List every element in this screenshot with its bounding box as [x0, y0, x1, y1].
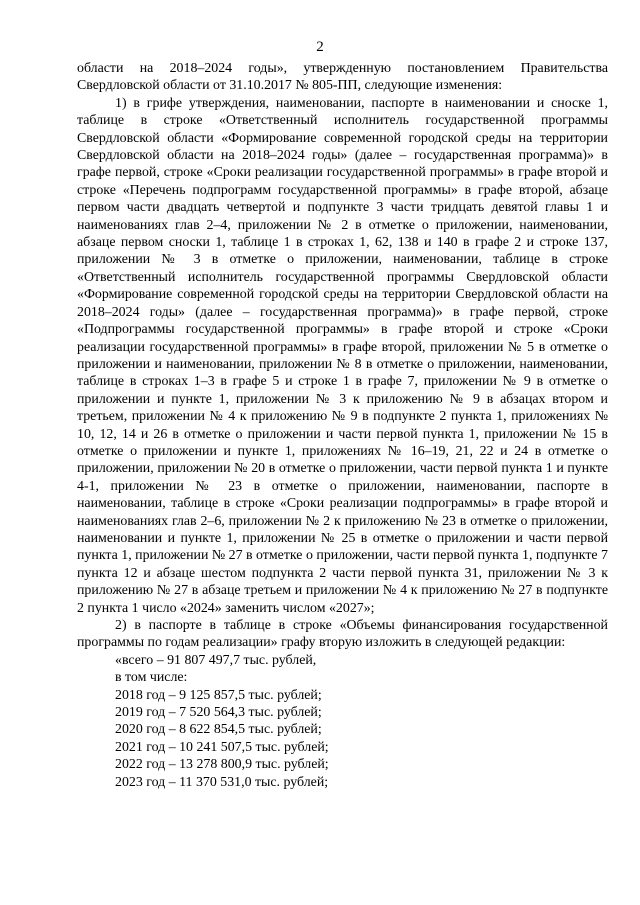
paragraph-continuation: области на 2018–2024 годы», утвержденную постановлением Правительства Свердловской области от 31.10.2017 № 805-ПП, следующие изменения: — [77, 61, 608, 94]
funding-year-line: 2020 год – 8 622 854,5 тыс. рублей; — [115, 722, 322, 738]
funding-year-line: 2022 год – 13 278 800,9 тыс. рублей; — [115, 757, 329, 773]
funding-list — [77, 652, 608, 791]
funding-year-line: 2019 год – 7 520 564,3 тыс. рублей; — [115, 705, 322, 721]
document-body — [77, 60, 608, 791]
funding-including-line: в том числе: — [115, 670, 188, 686]
funding-year-line: 2021 год – 10 241 507,5 тыс. рублей; — [115, 739, 329, 755]
paragraph-item-1: 1) в грифе утверждения, наименовании, паспорте в наименовании и сноске 1, таблице в строке «Ответственный исполнитель государственной программы Свердловской области «Формирование современной городской среды на территории Свердловской области на 2018–2024 годы» (далее – государственная программа)» в графе первой, строке «Сроки реализации государственной программы» в графе второй и строке «Перечень подпрограмм государственной программы» в графе второй, абзаце первом части двадцать четвертой и подпункте 3 части тридцать девятой главы 1 и наименованиях глав 2–4, приложении № 2 в отметке о приложении, наименовании, абзаце первом сноски 1, таблице 1 в строках 1, 62, 138 и 140 в графе 2 и строке 137, приложении № 3 в отметке о приложении, наименовании, таблице в строке «Ответственный исполнитель государственной программы Свердловской области «Формирование современной городской среды на территории Свердловской области на 2018–2024 годы» (далее – государственная программа)» в графе первой, строке «Подпрограммы государственной программы» в графе второй и строке «Сроки реализации государственной программы» в графе второй, приложении № 5 в отметке о приложении и наименовании, приложении № 8 в отметке о приложении, наименовании, таблице в строках 1–3 в графе 5 и строке 1 в графе 7, приложении № 9 в отметке о приложении и пункте 1, приложении № 3 к приложению № 9 в абзацах втором и третьем, приложении № 4 к приложению № 9 в подпункте 2 пункта 1, приложениях № 10, 12, 14 и 26 в отметке о приложении и части первой пункта 1, приложении № 15 в отметке о приложении и пункте 1, приложениях № 16–19, 21, 22 и 24 в отметке о приложении, приложении № 20 в отметке о приложении, части первой пункта 1 и пункте 4-1, приложении № 23 в отметке о приложении, наименовании, паспорте в наименовании, таблице в строке «Сроки реализации подпрограммы» в графе второй и наименованиях глав 2–6, приложении № 2 к приложению № 23 в отметке о приложении, наименовании и пункте 1, приложении № 25 в отметке о приложении и части первой пункта 1, приложении № 27 в отметке о приложении, части первой пункта 1, подпункте 7 пункта 12 и абзаце шестом подпункта 2 части первой пункта 31, приложении № 3 к приложению № 27 в абзаце третьем и приложении № 4 к приложению № 27 в подпункте 2 пункта 1 число «2024» заменить числом «2027»; — [77, 95, 608, 616]
page-number: 2 — [316, 39, 324, 55]
funding-year-line: 2023 год – 11 370 531,0 тыс. рублей; — [115, 774, 329, 790]
funding-total-line: «всего – 91 807 497,7 тыс. рублей, — [115, 652, 317, 668]
paragraph-item-2: 2) в паспорте в таблице в строке «Объемы финансирования государственной программы по годам реализации» графу вторую изложить в следующей редакции: — [77, 618, 608, 651]
funding-year-line: 2018 год – 9 125 857,5 тыс. рублей; — [115, 687, 322, 703]
